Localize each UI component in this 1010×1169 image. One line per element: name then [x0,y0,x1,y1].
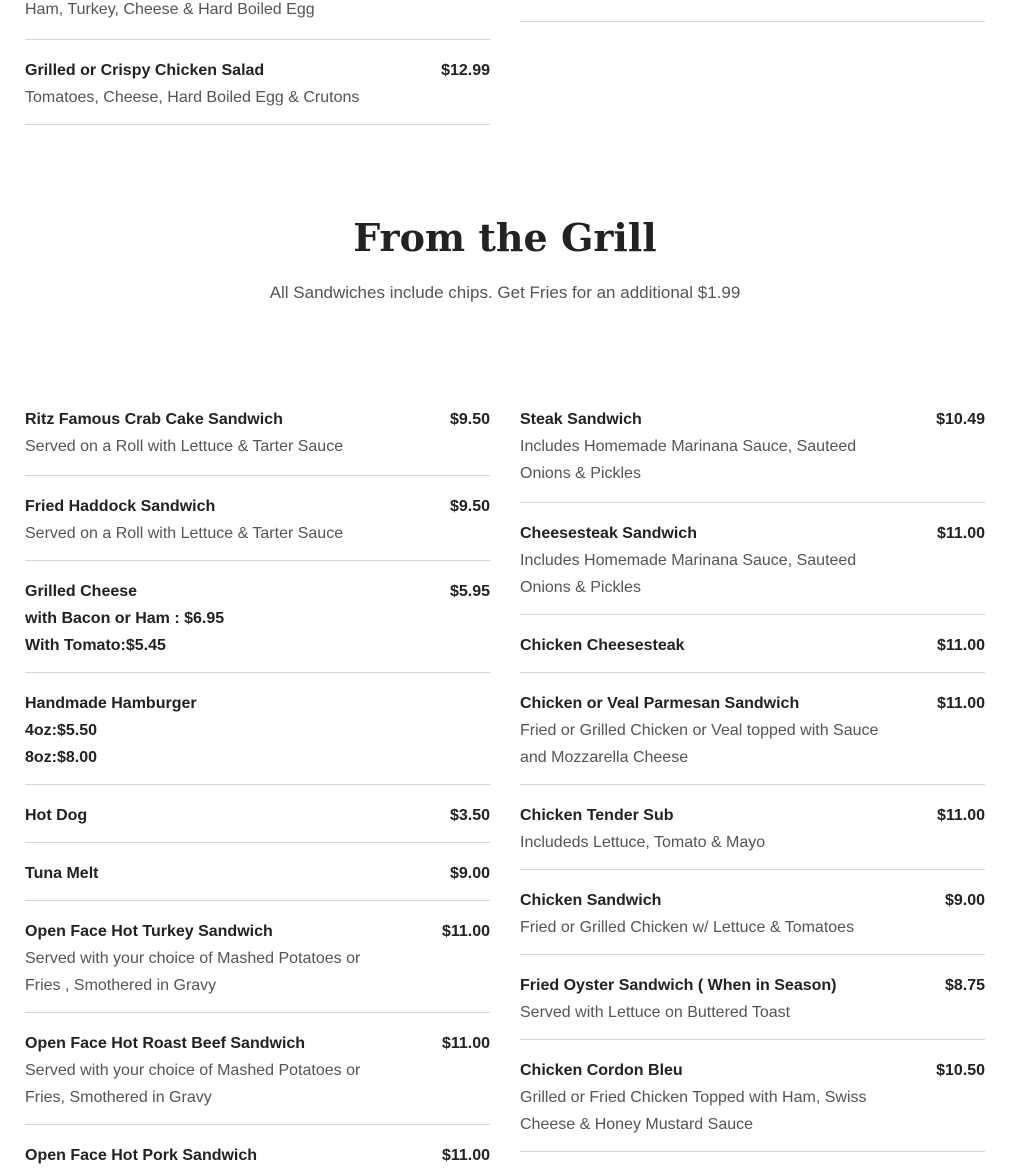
menu-item [25,389,490,476]
menu-item-option: with Bacon or Ham : $6.95 [25,610,225,627]
menu-item [25,673,490,785]
menu-item-price: $8.75 [944,977,985,994]
menu-item-desc: Includes Homemade Marinana Sauce, Sauteed Onions & Pickles [520,438,857,482]
top-left-column [25,0,490,125]
menu-item [25,843,490,901]
menu-item-price [942,0,951,6]
menu-item-name: Open Face Hot Pork Sandwich [25,1147,258,1164]
menu-item-price: $10.50 [936,1062,985,1079]
menu-item-price: $11.00 [936,807,985,824]
menu-item-name: Steak Sandwich [520,411,642,428]
menu-item-desc: Includes Homemade Marinana Sauce, Sauteed Onions & Pickles [520,552,857,596]
menu-item-name: Chicken Cordon Bleu [520,1062,683,1079]
menu-item-price: $5.95 [449,583,490,600]
menu-item-option: 8oz:$8.00 [25,749,98,766]
menu-item-desc: Includeds Lettuce, Tomato & Mayo [520,834,766,851]
menu-item-partial [25,0,490,40]
menu-item-name: Chicken Cheesesteak [520,637,685,654]
menu-item-price: $9.50 [449,498,490,515]
menu-item-price: $11.00 [936,525,985,542]
menu-item-price: $9.50 [449,411,490,428]
menu-item [520,389,985,503]
menu-item-desc: Served with your choice of Mashed Potatoes or Fries, Smothered in Gravy [25,1062,361,1106]
menu-item-price: $11.00 [936,695,985,712]
menu-item-desc: Ham, Turkey, Cheese & Hard Boiled Egg [25,1,315,18]
menu-left-column [25,389,490,1165]
menu-item [25,785,490,843]
menu-item-desc: Fried or Grilled Chicken w/ Lettuce & Tomatoes [520,919,855,936]
menu-item-desc: Served on a Roll with Lettuce & Tarter Sauce [25,525,344,542]
menu-right-column [520,389,985,1152]
menu-item [520,1040,985,1152]
section-title: From the Grill [353,215,657,260]
menu-item-price: $3.50 [449,807,490,824]
menu-item-name: Fried Oyster Sandwich ( When in Season) [520,977,837,994]
menu-item [25,476,490,561]
menu-item-desc: Served with Lettuce on Buttered Toast [520,1004,791,1021]
menu-item [25,1013,490,1125]
menu-item [520,870,985,955]
menu-item-name: Chicken Tender Sub [520,807,674,824]
menu-item-desc: Served with your choice of Mashed Potatoes or Fries , Smothered in Gravy [25,950,361,994]
menu-item [520,673,985,785]
menu-item-desc: Fried or Grilled Chicken or Veal topped with Sauce and Mozzarella Cheese [520,722,879,766]
menu-item [520,955,985,1040]
top-right-column [520,0,985,22]
menu-item [520,615,985,673]
menu-item-option: 4oz:$5.50 [25,722,98,739]
menu-item-option: With Tomato:$5.45 [25,637,166,654]
menu-item-desc: Served on a Roll with Lettuce & Tarter Sauce [25,438,344,455]
menu-item-name: Cheesesteak Sandwich [520,525,697,542]
menu-item-name: Tuna Melt [25,865,99,882]
menu-item-name: Open Face Hot Roast Beef Sandwich [25,1035,306,1052]
menu-item-price: $10.49 [936,411,985,428]
menu-item-desc: Tomatoes, Cheese, Hard Boiled Egg & Crutons [25,89,360,106]
menu-item-price: $12.99 [441,62,490,79]
menu-item-name: Grilled Cheese [25,583,138,600]
menu-item-desc: Grilled or Fried Chicken Topped with Ham, Swiss Cheese & Honey Mustard Sauce [520,1089,867,1133]
menu-item [25,1125,490,1165]
section-subtitle: All Sandwiches include chips. Get Fries for an additional $1.99 [269,283,741,302]
menu-item-name: Chicken Sandwich [520,892,662,909]
menu-item [520,503,985,615]
menu-item-price: $11.00 [441,1147,490,1164]
menu-item [520,785,985,870]
menu-item-name: Handmade Hamburger [25,695,197,712]
menu-item-price: $11.00 [936,637,985,654]
menu-item-name: Open Face Hot Turkey Sandwich [25,923,273,940]
menu-item-name: Chicken or Veal Parmesan Sandwich [520,695,800,712]
menu-item-partial [520,0,985,22]
menu-item-price: $9.00 [944,892,985,909]
menu-item-price: $11.00 [441,923,490,940]
menu-item-price: $9.00 [449,865,490,882]
menu-item-price: $11.00 [441,1035,490,1052]
menu-item-name: Ritz Famous Crab Cake Sandwich [25,411,283,428]
menu-item [25,561,490,673]
menu-item-name: Hot Dog [25,807,88,824]
menu-item [25,901,490,1013]
menu-item-name: Grilled or Crispy Chicken Salad [25,62,265,79]
menu-item [25,40,490,125]
menu-item-name: Fried Haddock Sandwich [25,498,216,515]
